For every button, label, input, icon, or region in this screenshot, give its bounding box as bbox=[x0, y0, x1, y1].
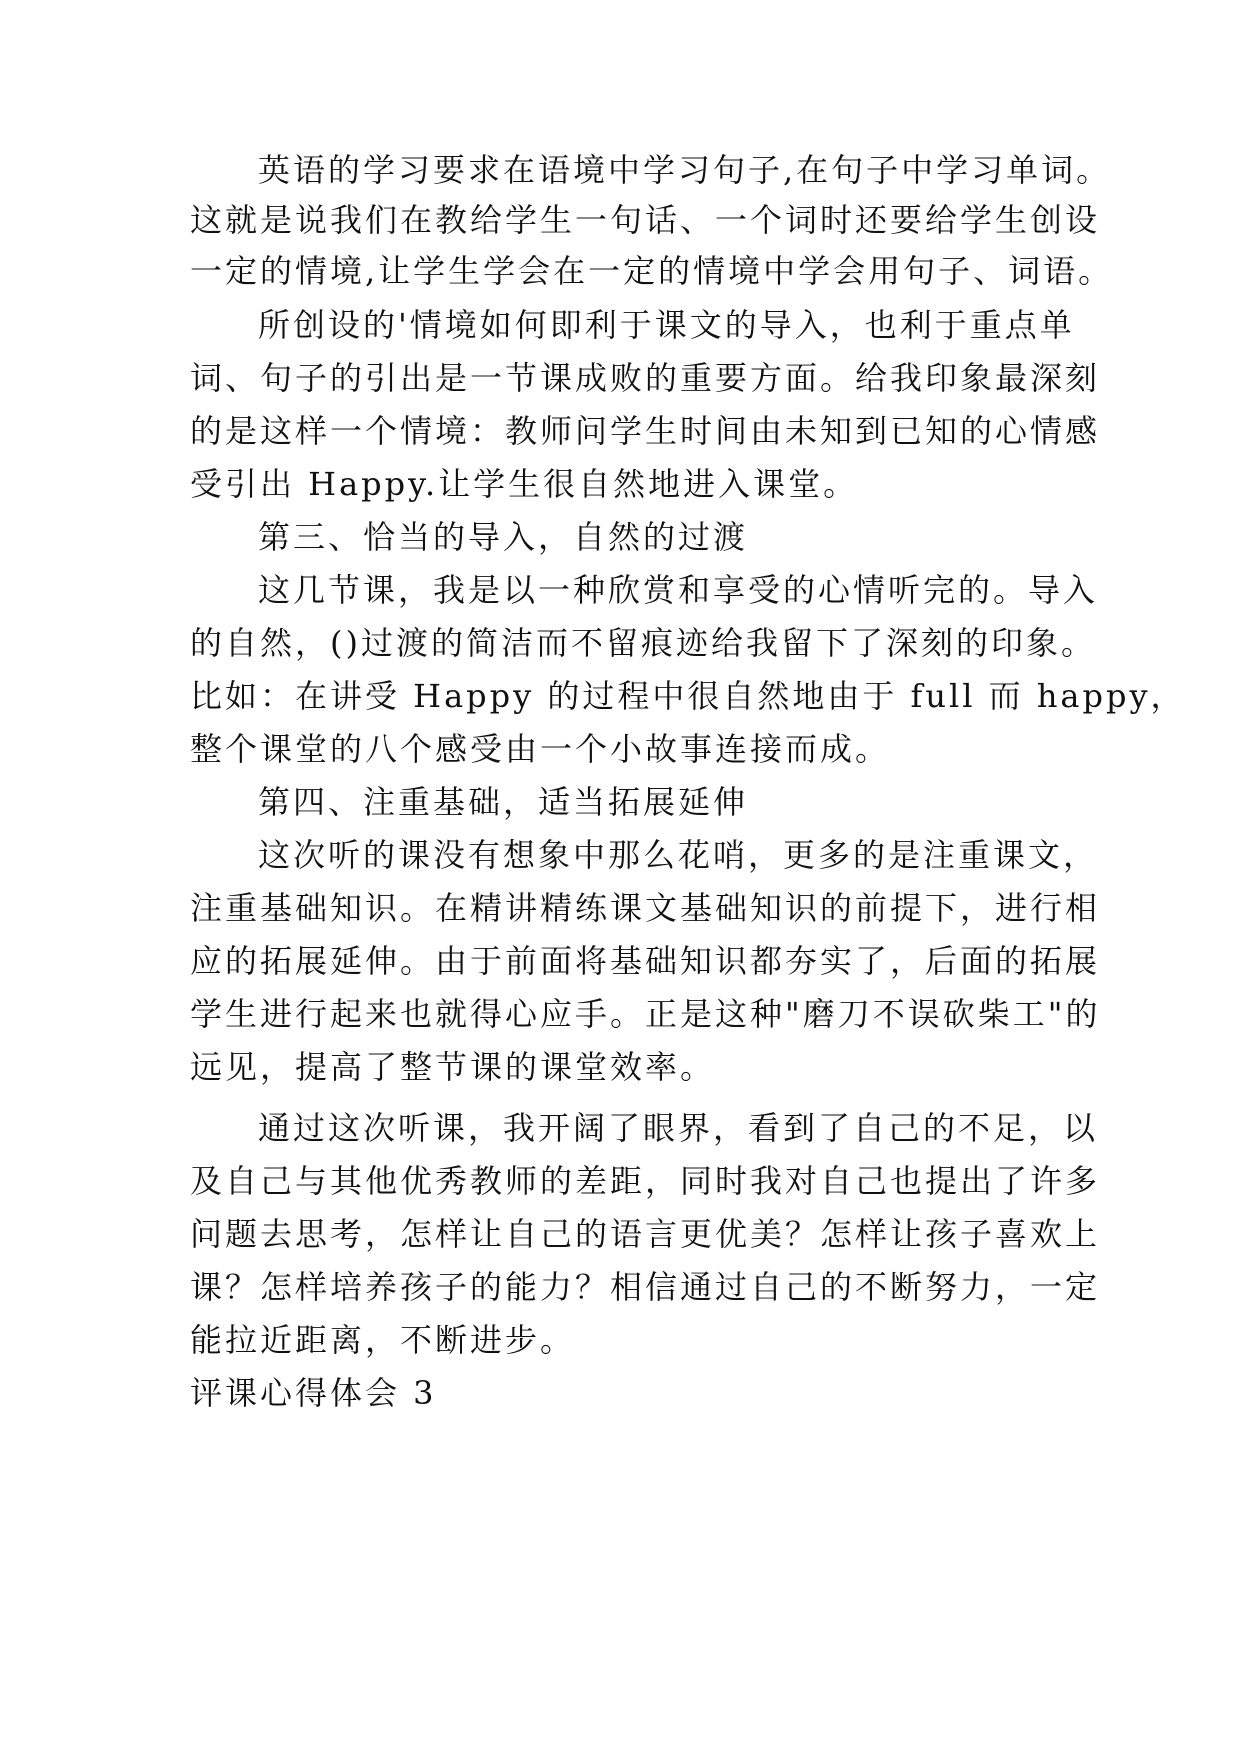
text-line: 这几节课，我是以一种欣赏和享受的心情听完的。导入 bbox=[258, 571, 1099, 609]
text-line: 受引出 Happy.让学生很自然地进入课堂。 bbox=[190, 465, 859, 503]
text-line: 及自己与其他优秀教师的差距，同时我对自己也提出了许多 bbox=[190, 1162, 1101, 1200]
text-line: 的自然，()过渡的简洁而不留痕迹给我留下了深刻的印象。 bbox=[190, 624, 1096, 662]
text-line: 一定的情境,让学生学会在一定的情境中学会用句子、词语。 bbox=[190, 252, 1114, 290]
text-line: 通过这次听课，我开阔了眼界，看到了自己的不足，以 bbox=[258, 1109, 1099, 1147]
text-line: 能拉近距离，不断进步。 bbox=[190, 1321, 576, 1359]
text-line: 课？怎样培养孩子的能力？相信通过自己的不断努力，一定 bbox=[190, 1268, 1101, 1306]
text-line: 词、句子的引出是一节课成败的重要方面。给我印象最深刻 bbox=[190, 359, 1101, 397]
text-line: 问题去思考，怎样让自己的语言更优美？怎样让孩子喜欢上 bbox=[190, 1215, 1101, 1253]
text-line: 所创设的'情境如何即利于课文的导入，也利于重点单 bbox=[258, 306, 1075, 344]
page-heading: 评课心得体会 3 bbox=[190, 1374, 437, 1412]
text-line: 这就是说我们在教给学生一句话、一个词时还要给学生创设 bbox=[190, 201, 1101, 239]
text-line: 应的拓展延伸。由于前面将基础知识都夯实了，后面的拓展 bbox=[190, 942, 1101, 980]
text-line: 这次听的课没有想象中那么花哨，更多的是注重课文， bbox=[258, 836, 1099, 874]
text-line: 学生进行起来也就得心应手。正是这种"磨刀不误砍柴工"的 bbox=[190, 995, 1101, 1033]
section-heading: 第四、注重基础，适当拓展延伸 bbox=[258, 783, 749, 821]
section-heading: 第三、恰当的导入，自然的过渡 bbox=[258, 518, 749, 556]
text-line: 注重基础知识。在精讲精练课文基础知识的前提下，进行相 bbox=[190, 889, 1101, 927]
text-line: 比如：在讲受 Happy 的过程中很自然地由于 full 而 happy， bbox=[190, 677, 1186, 715]
text-line: 英语的学习要求在语境中学习句子,在句子中学习单词。 bbox=[258, 151, 1112, 189]
text-line: 的是这样一个情境：教师问学生时间由未知到已知的心情感 bbox=[190, 412, 1101, 450]
text-line: 远见，提高了整节课的课堂效率。 bbox=[190, 1048, 716, 1086]
text-line: 整个课堂的八个感受由一个小故事连接而成。 bbox=[190, 730, 891, 768]
